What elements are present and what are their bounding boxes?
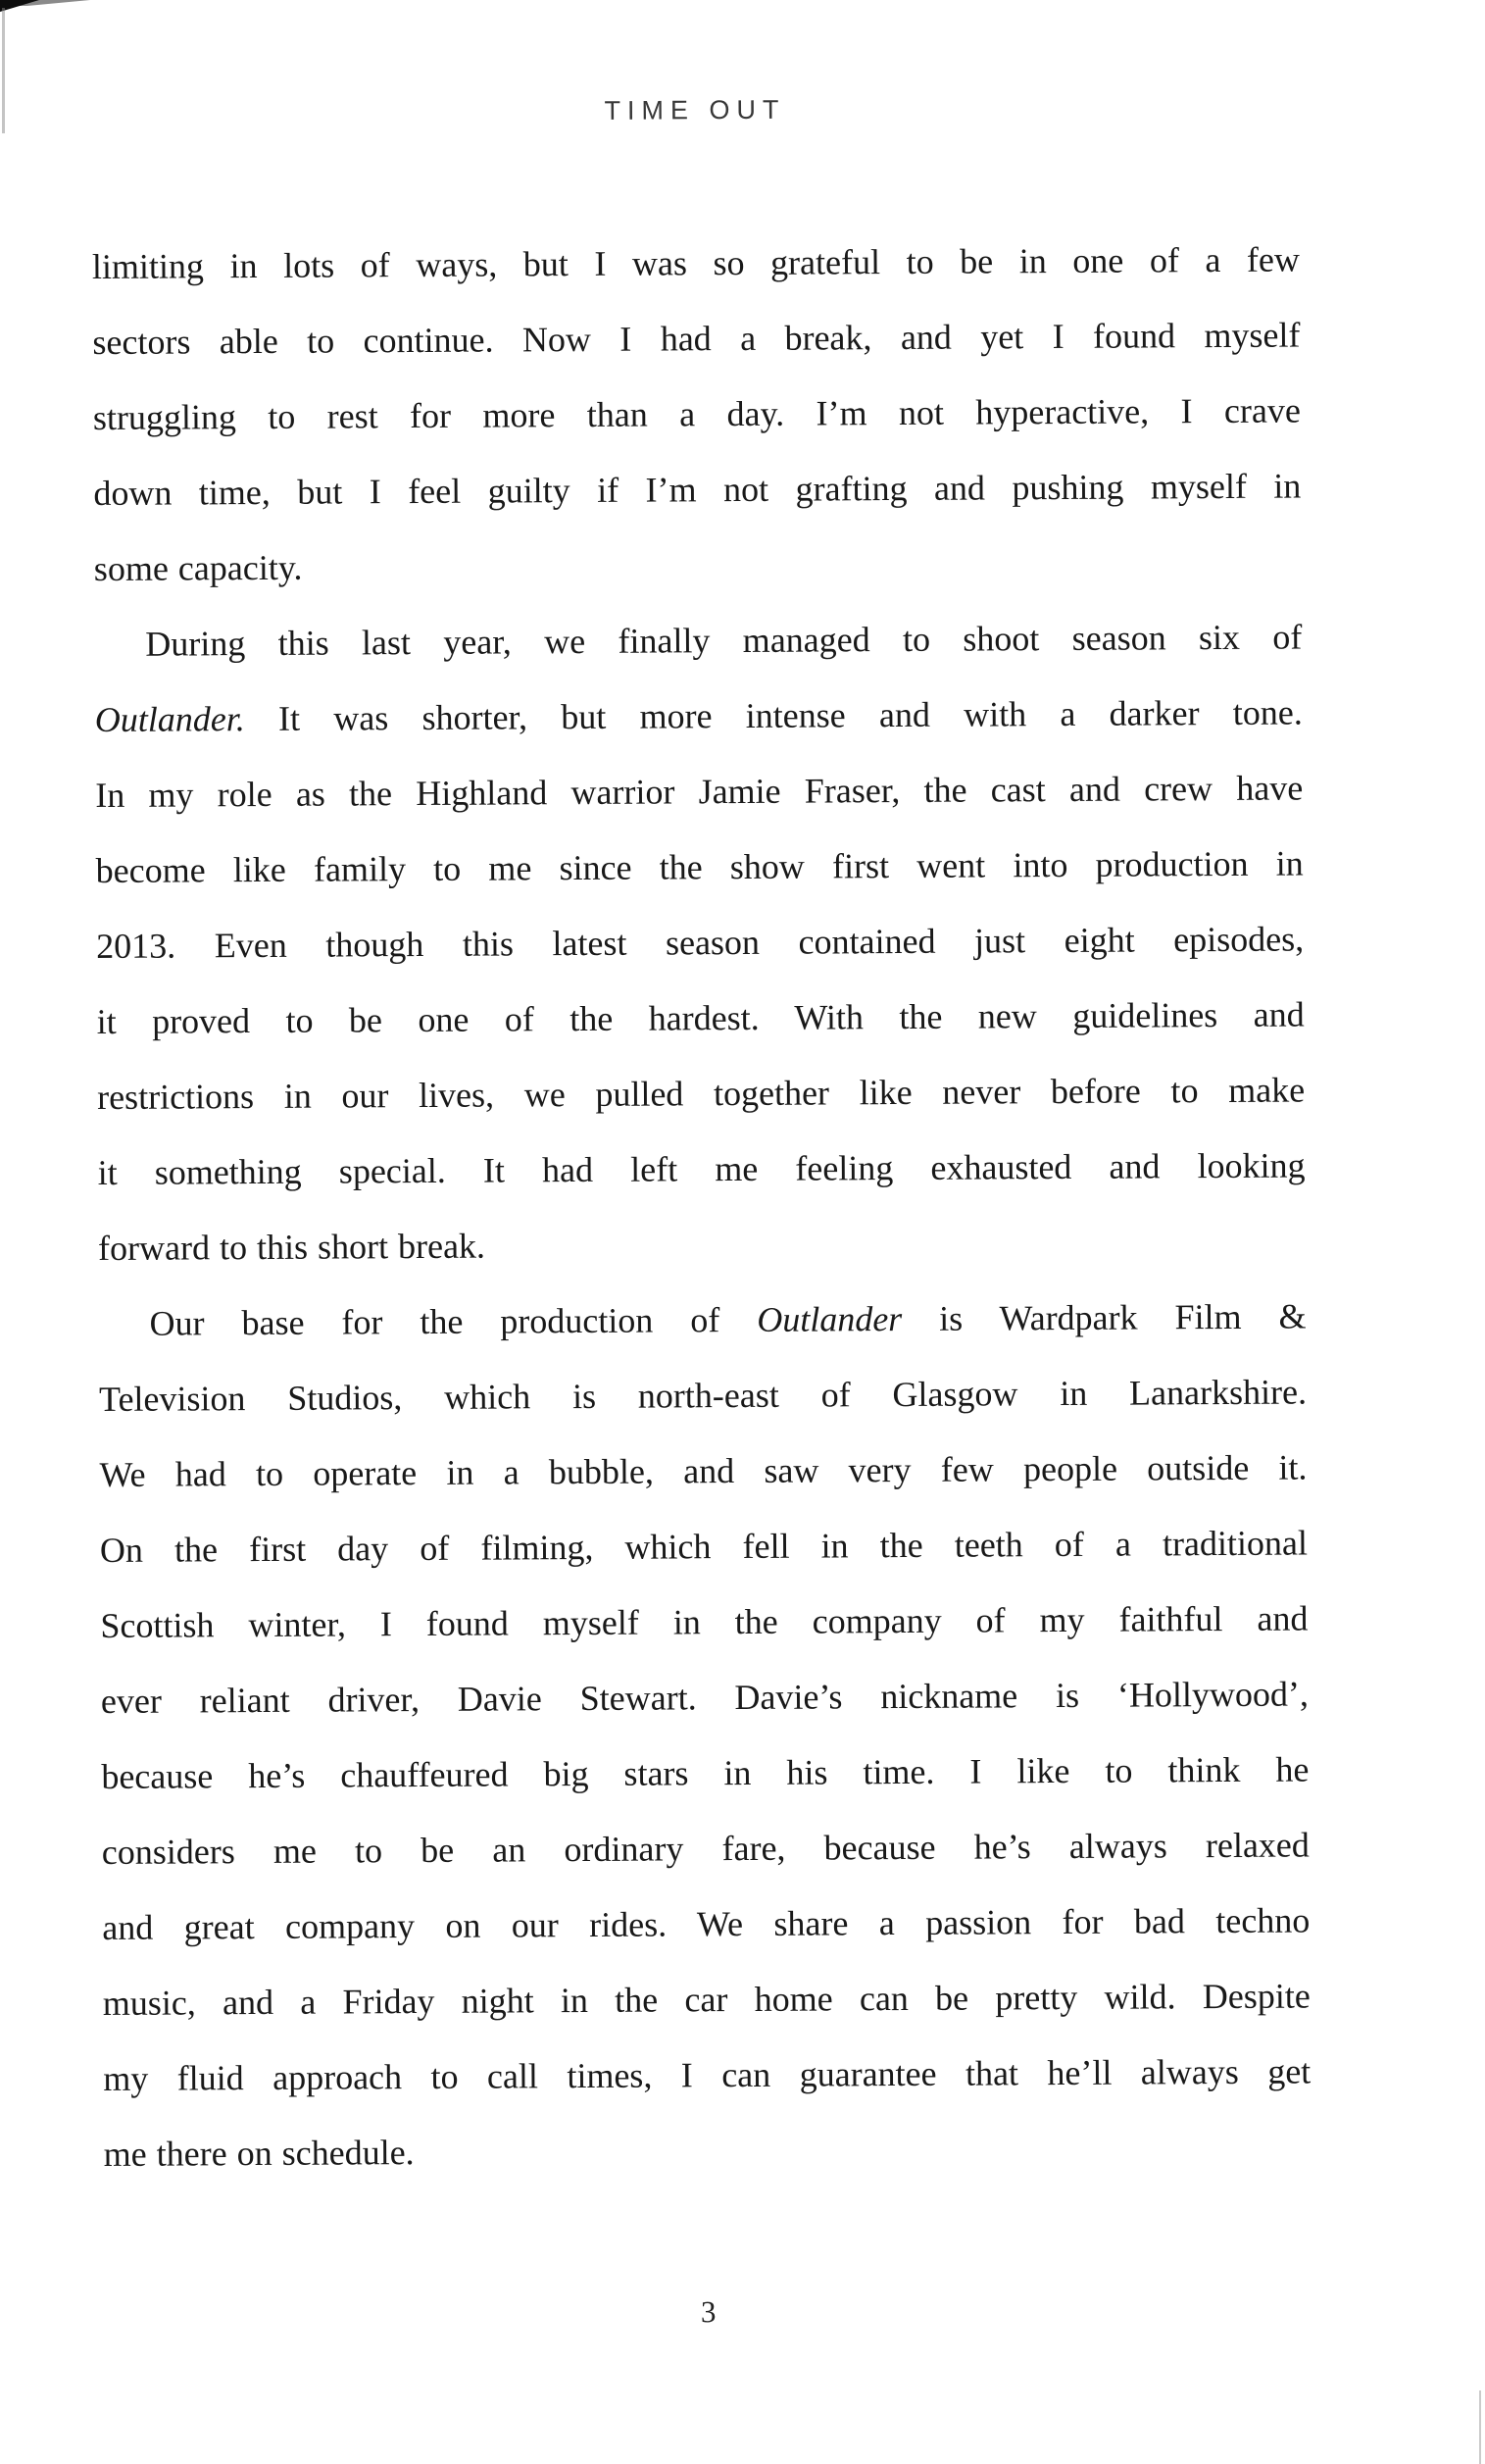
text-line: Our base for the production of Outlander is Wardpark Film &: [149, 1296, 1307, 1343]
text-line: limiting in lots of ways, but I was so grateful to be in one of a few: [91, 239, 1301, 287]
text-line: sectors able to continue. Now I had a break, and yet I found myself: [92, 315, 1301, 363]
text-line: 2013. Even though this latest season contained just eight episodes,: [96, 919, 1305, 967]
text-line: We had to operate in a bubble, and saw very few people outside it.: [99, 1447, 1308, 1495]
text-line: me there on schedule.: [103, 2133, 415, 2174]
text-line: considers me to be an ordinary fare, because he’s always relaxed: [101, 1825, 1310, 1873]
text-line: my fluid approach to call times, I can guarantee that he’ll always get: [103, 2051, 1312, 2098]
text-line: In my role as the Highland warrior Jamie Fraser, the cast and crew have: [95, 768, 1304, 816]
text-line: down time, but I feel guilty if I’m not grafting and pushing myself in: [93, 466, 1302, 514]
page-number: 3: [700, 2294, 717, 2330]
text-line: Outlander. It was shorter, but more intense and with a darker tone.: [94, 692, 1303, 740]
text-line: and great company on our rides. We share a passion for bad techno: [102, 1900, 1311, 1948]
text-line: it something special. It had left me feeling exhausted and looking: [97, 1145, 1306, 1193]
running-header: TIME OUT: [604, 94, 786, 126]
text-line: forward to this short break.: [97, 1226, 486, 1269]
text-line: some capacity.: [93, 547, 303, 589]
text-line: because he’s chauffeured big stars in his time. I like to think he: [101, 1749, 1310, 1797]
text-line: Television Studios, which is north-east of Glasgow in Lanarkshire.: [98, 1372, 1308, 1420]
text-line: During this last year, we finally managed to shoot season six of: [145, 617, 1303, 664]
body-text: [92, 223, 1312, 2192]
text-line: Scottish winter, I found myself in the company of my faithful and: [100, 1598, 1309, 1646]
text-line: struggling to rest for more than a day. I’m not hyperactive, I crave: [92, 390, 1302, 438]
text-line: On the first day of filming, which fell in the teeth of a traditional: [99, 1523, 1309, 1571]
text-line: restrictions in our lives, we pulled together like never before to make: [97, 1070, 1306, 1118]
text-line: it proved to be one of the hardest. With the new guidelines and: [96, 994, 1305, 1042]
text-line: become like family to me since the show first went into production in: [95, 843, 1304, 891]
text-line: ever reliant driver, Davie Stewart. Davie’s nickname is ‘Hollywood’,: [100, 1674, 1310, 1722]
text-line: music, and a Friday night in the car home can be pretty wild. Despite: [102, 1976, 1311, 2024]
